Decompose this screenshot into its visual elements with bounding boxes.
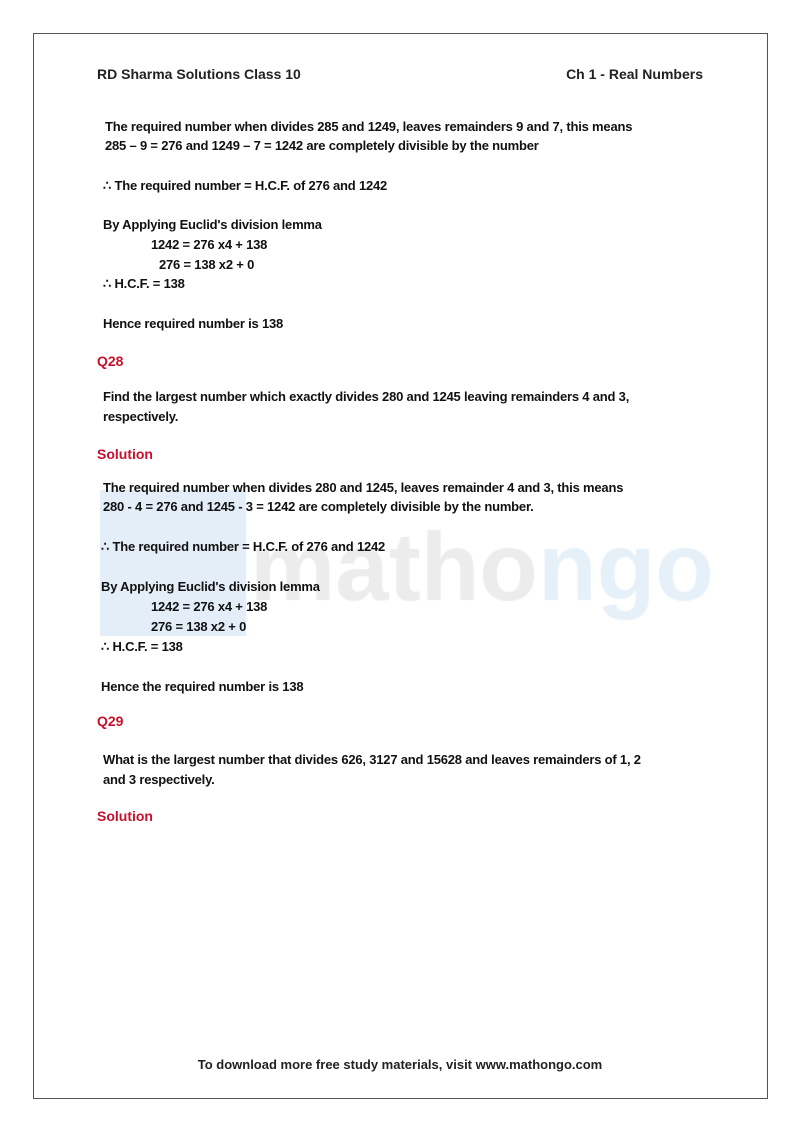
solution-line: By Applying Euclid's division lemma xyxy=(103,217,322,232)
solution-line: The required number when divides 285 and 1249, leaves remainders 9 and 7, this means xyxy=(105,119,633,134)
solution-line: ∴ The required number = H.C.F. of 276 and 1242 xyxy=(103,178,388,193)
question-text: and 3 respectively. xyxy=(103,772,215,787)
solution-line: 285 – 9 = 276 and 1249 – 7 = 1242 are completely divisible by the number xyxy=(105,138,539,153)
question-text: What is the largest number that divides 626, 3127 and 15628 and leaves remainders of 1, 2 xyxy=(103,752,641,767)
footer-link-text: To download more free study materials, visit www.mathongo.com xyxy=(197,1057,603,1072)
header-title: RD Sharma Solutions Class 10 xyxy=(97,66,301,82)
solution-line: ∴ H.C.F. = 138 xyxy=(101,639,183,654)
solution-line: 280 - 4 = 276 and 1245 - 3 = 1242 are completely divisible by the number. xyxy=(103,499,534,514)
question-label: Q28 xyxy=(97,353,124,369)
solution-line: Hence required number is 138 xyxy=(103,316,284,331)
question-text: respectively. xyxy=(103,409,179,424)
solution-line: ∴ The required number = H.C.F. of 276 and 1242 xyxy=(101,539,386,554)
solution-label: Solution xyxy=(97,446,153,462)
question-text: Find the largest number which exactly divides 280 and 1245 leaving remainders 4 and 3, xyxy=(103,389,630,404)
solution-line: The required number when divides 280 and 1245, leaves remainder 4 and 3, this means xyxy=(103,480,624,495)
solution-line: Hence the required number is 138 xyxy=(101,679,304,694)
watermark-image xyxy=(250,505,720,625)
solution-label: Solution xyxy=(97,808,153,824)
header-chapter: Ch 1 - Real Numbers xyxy=(566,66,703,82)
equation: 276 = 138 x2 + 0 xyxy=(151,619,247,634)
equation: 276 = 138 x2 + 0 xyxy=(159,257,255,272)
question-label: Q29 xyxy=(97,713,124,729)
solution-line: ∴ H.C.F. = 138 xyxy=(103,276,185,291)
equation: 1242 = 276 x4 + 138 xyxy=(151,599,268,614)
solution-line: By Applying Euclid's division lemma xyxy=(101,579,320,594)
equation: 1242 = 276 x4 + 138 xyxy=(151,237,268,252)
